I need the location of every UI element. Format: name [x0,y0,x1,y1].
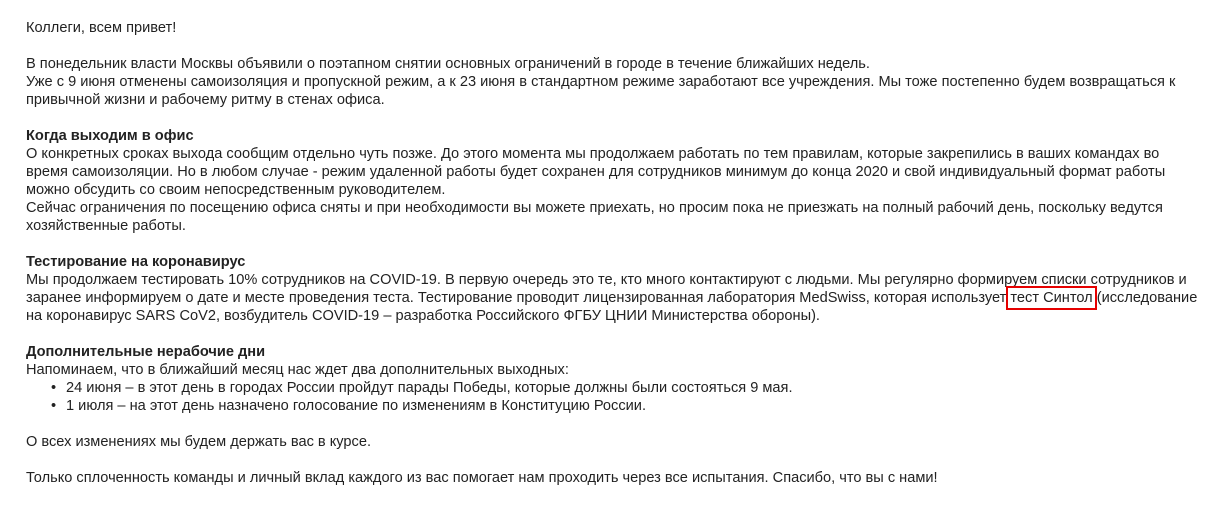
office-paragraph-2: Сейчас ограничения по посещению офиса сняты и при необходимости вы можете приехать, но просим пока не приезжать на полный рабочий день, поскольку ведутся хозяйственные работы. [26,200,1163,234]
spacer [26,325,1200,343]
spacer [26,37,1200,55]
highlighted-test-name: тест Синтол [1010,290,1093,306]
list-item-text: 24 июня – в этот день в городах России пройдут парады Победы, которые должны были состояться 9 мая. [66,380,793,396]
spacer [26,109,1200,127]
office-paragraph-1: О конкретных сроках выхода сообщим отдельно чуть позже. До этого момента мы продолжаем работать по тем правилам, которые закрепились в ваших командах во время самоизоляции. Но в любом случае - режим удаленной работы будет сохранен для сотрудников минимум до конца 2020 и свой индивидуальный формат работы можно обсудить со своим непосредственным руководителем. [26,146,1166,198]
intro-paragraph [26,55,1200,109]
intro-line-2: Уже с 9 июня отменены самоизоляция и пропускной режим, а к 23 июня в стандартном режиме заработают все учреждения. Мы тоже постепенно будем возвращаться к привычной жизни и рабочему ритму в стенах офиса. [26,74,1176,108]
intro-line-1: В понедельник власти Москвы объявили о поэтапном снятии основных ограничений в городе в течение ближайших недель. [26,56,870,72]
days-off-list [26,379,1200,415]
section-heading-days-off: Дополнительные нерабочие дни [26,344,266,360]
list-item [51,397,1200,415]
testing-paragraph [26,271,1200,325]
testing-text-after: (исследование на коронавирус SARS CoV2, возбудитель COVID-19 – разработка Российского ФГБУ ЦНИИ Министерства обороны). [26,290,1198,324]
greeting: Коллеги, всем привет! [26,20,177,36]
testing-text-before: Мы продолжаем тестировать 10% сотрудников на COVID-19. В первую очередь это те, кто много контактируют с людьми. Мы регулярно формируем списки сотрудников и заранее информируем о дате и месте проведения теста. Тестирование проводит лицензированная лаборатория MedSwiss, которая использует [26,272,1187,306]
list-item-text: 1 июля – на этот день назначено голосование по изменениям в Конституцию России. [66,398,646,414]
section-heading-office: Когда выходим в офис [26,128,194,144]
closing-line-2: Только сплоченность команды и личный вклад каждого из вас помогает нам проходить через все испытания. Спасибо, что вы с нами! [26,470,938,486]
bullet-icon: • [51,398,57,414]
days-off-intro: Напоминаем, что в ближайший месяц нас ждет два дополнительных выходных: [26,362,569,378]
bullet-icon: • [51,380,57,396]
spacer [26,235,1200,253]
spacer [26,451,1200,469]
section-heading-testing: Тестирование на коронавирус [26,254,246,270]
list-item [51,379,1200,397]
closing-line-1: О всех изменениях мы будем держать вас в курсе. [26,434,371,450]
spacer [26,415,1200,433]
